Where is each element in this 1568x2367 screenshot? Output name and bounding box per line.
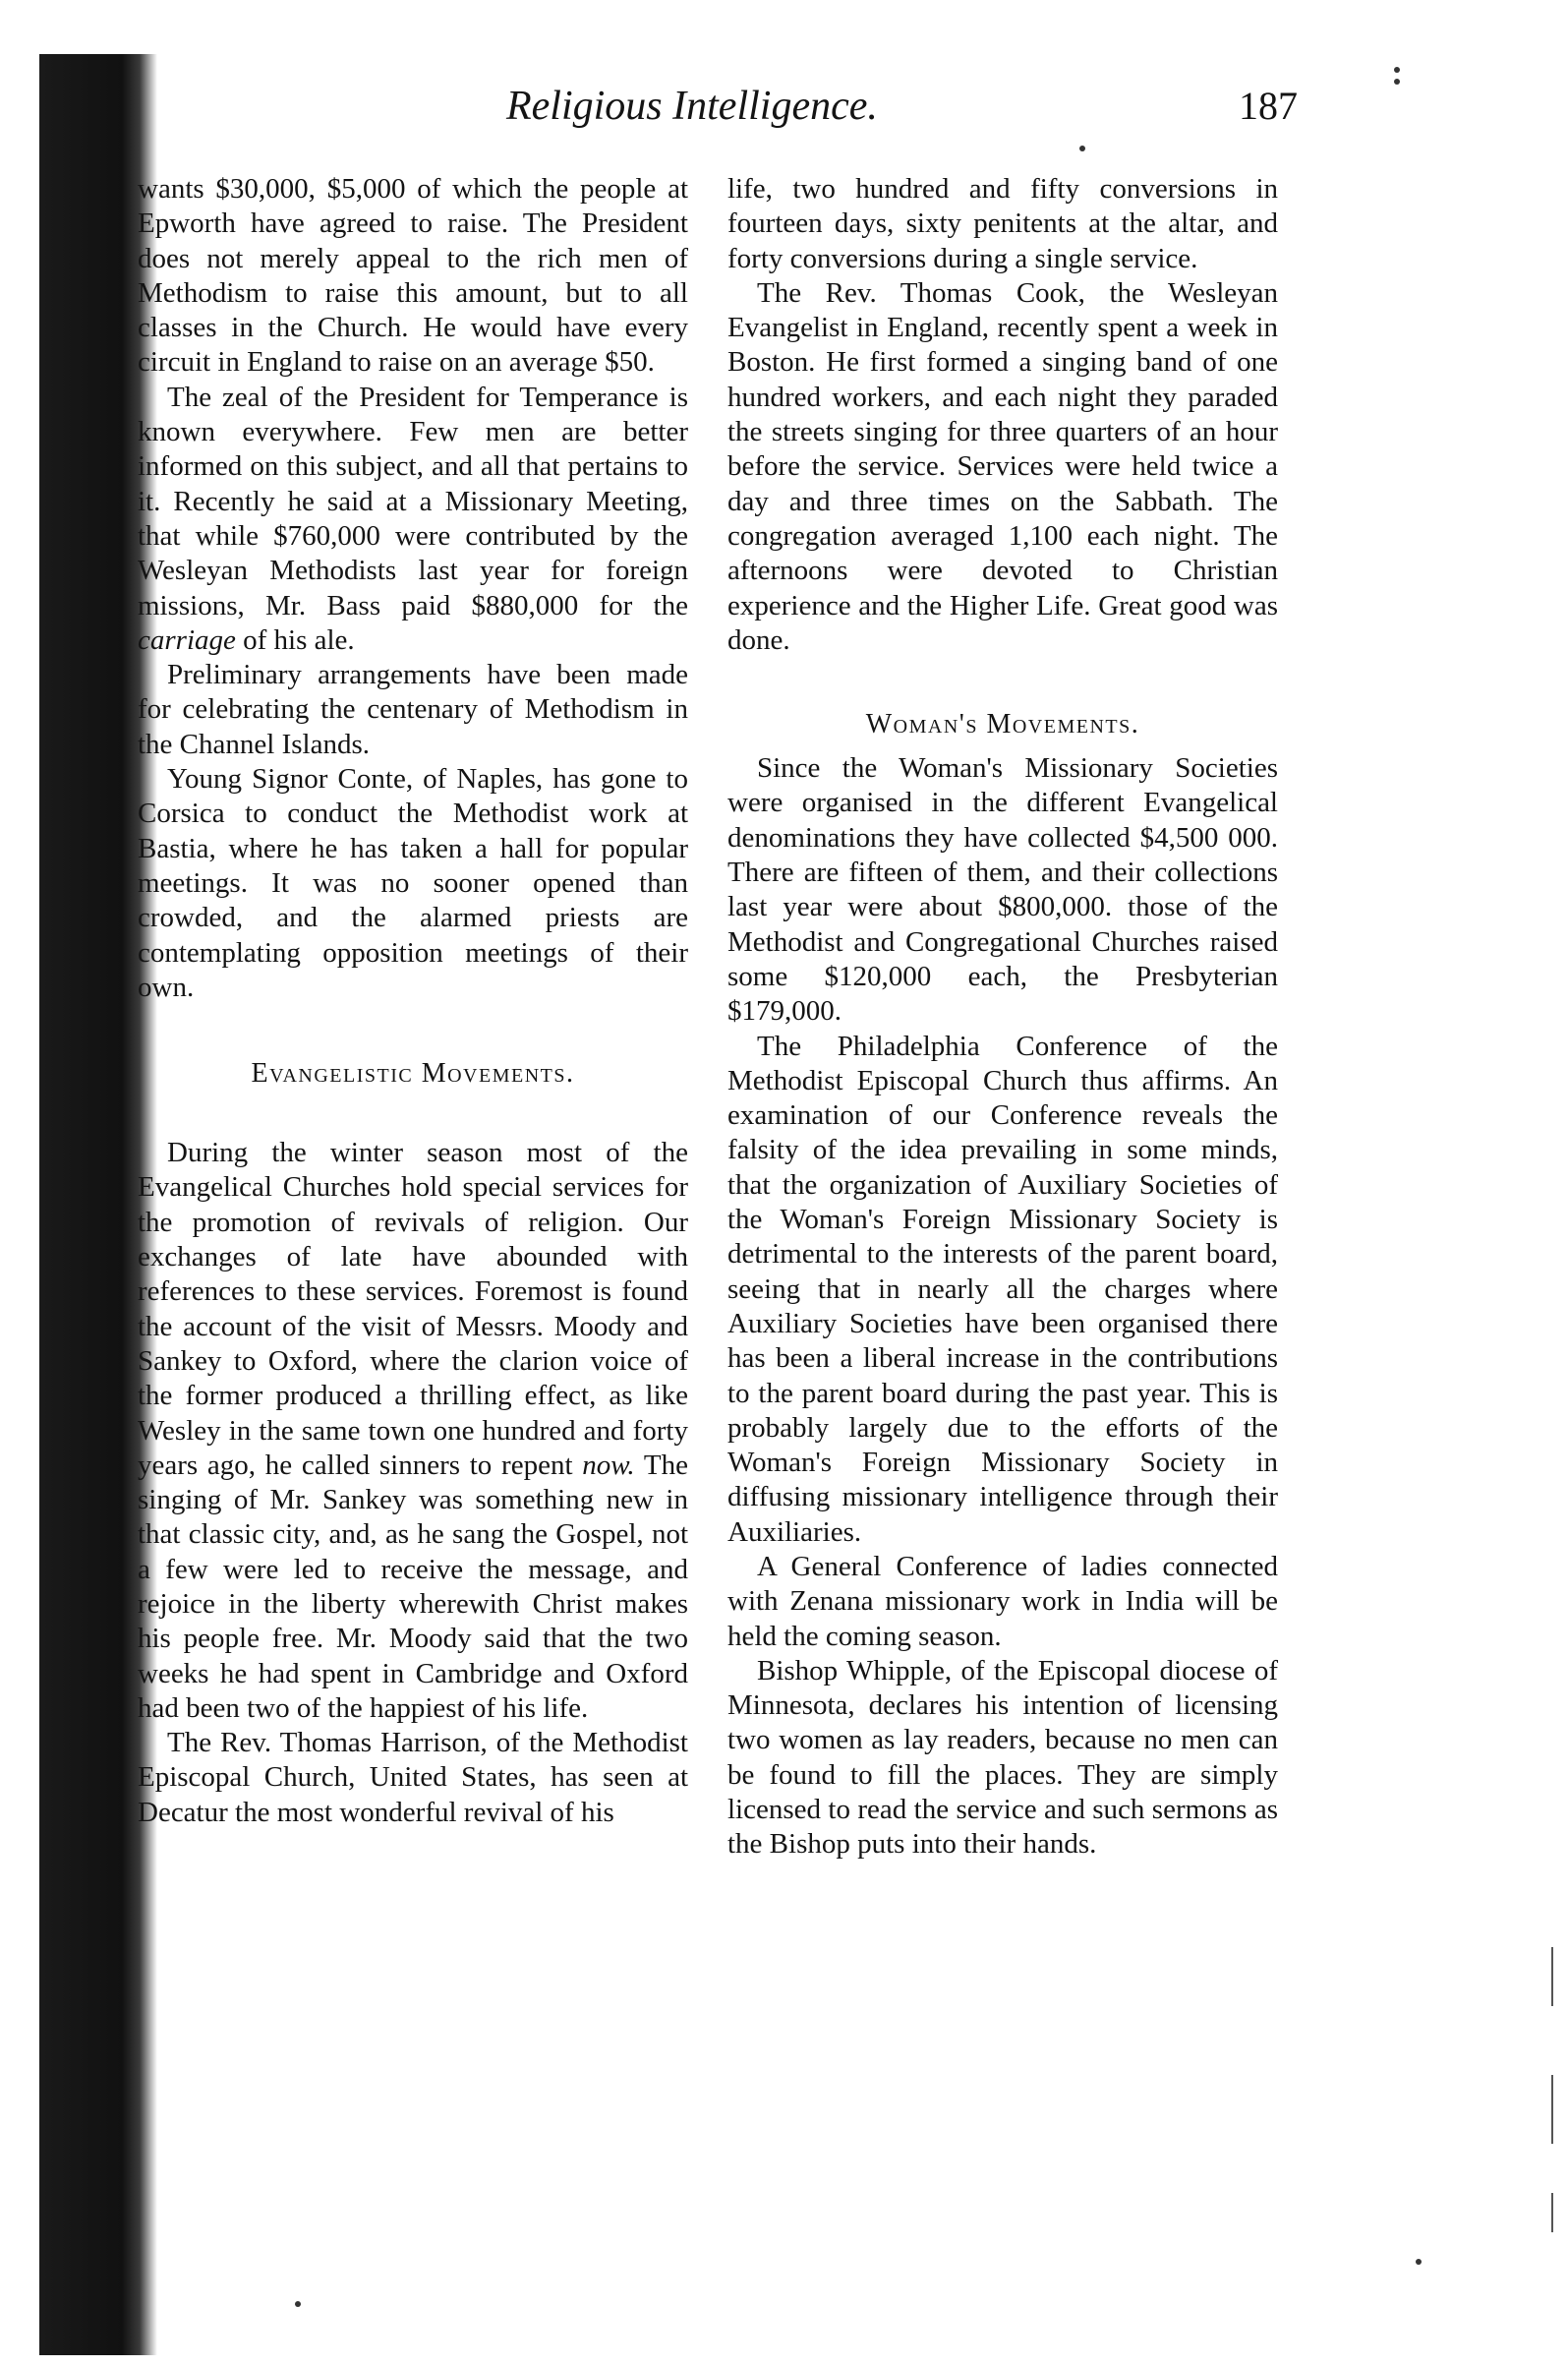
edge-mark — [1551, 2193, 1553, 2232]
paragraph: A General Conference of ladies connected with Zenana missionary work in India will be held the coming season. — [727, 1550, 1278, 1652]
section-heading: Evangelistic Movements. — [251, 1058, 575, 1090]
paragraph: During the winter season most of the Evangelical Churches hold special services for the promotion of revivals of religion. Our exchanges of late have abounded with references to these services. Foremost is found the account of the visit of Messrs. Moody and Sankey to Oxford, where the clarion voice of the former produced a thrilling effect, as like Wesley in the same town one hundred and forty years ago, he called sinners to repent now. The singing of Mr. Sankey was something new in that classic city, and, as he sang the Gospel, not a few were led to receive the message, and rejoice in the liberty wherewith Christ makes his people free. Mr. Moody said that the two weeks he had spent in Cambridge and Oxford had been two of the happiest of his life. — [138, 1137, 688, 1724]
paragraph: Bishop Whipple, of the Episcopal diocese of Minnesota, declares his intention of licensing two women as lay readers, because no men can be found to fill the places. They are simply licensed to read the service and such sermons as the Bishop puts into their hands. — [727, 1654, 1278, 1861]
stray-mark — [1416, 2259, 1422, 2265]
right-column — [727, 172, 1278, 1863]
edge-mark — [1551, 2075, 1553, 2144]
page-header — [295, 77, 1298, 155]
italic-word: now. — [582, 1449, 635, 1481]
stray-mark — [1394, 79, 1400, 85]
paragraph: Young Signor Conte, of Naples, has gone to Corsica to conduct the Methodist work at Bastia, where he has taken a hall for popular meetings. It was no sooner opened than crowded, and the alarmed priests are contemplating opposition meetings of their own. — [138, 763, 688, 1003]
stray-mark — [1079, 146, 1085, 151]
left-column — [138, 172, 688, 1830]
paragraph: Preliminary arrangements have been made for celebrating the centenary of Methodism in the Channel Islands. — [138, 659, 688, 760]
running-title: Religious Intelligence. — [506, 84, 878, 129]
italic-word: carriage — [138, 623, 236, 656]
stray-mark — [1394, 67, 1400, 73]
paragraph: The zeal of the President for Temperance is known everywhere. Few men are better informed on this subject, and all that pertains to it. Recently he said at a Missionary Meeting, that while $760,000 were contributed by the Wesleyan Methodists last year for foreign missions, Mr. Bass paid $880,000 for the carriage of his ale. — [138, 381, 688, 656]
paragraph: The Philadelphia Conference of the Methodist Episcopal Church thus affirms. An examination of our Conference reveals the falsity of the idea prevailing in some minds, that the organization of Auxiliary Societies of the Woman's Foreign Missionary Society is detrimental to the interests of the parent board, seeing that in nearly all the charges where Auxiliary Societies have been organised there has been a liberal increase in the contributions to the parent board during the past year. This is probably largely due to the efforts of the Woman's Foreign Missionary Society in diffusing missionary intelligence through their Auxiliaries. — [727, 1030, 1278, 1548]
paragraph: wants $30,000, $5,000 of which the people at Epworth have agreed to raise. The President does not merely appeal to the rich men of Methodism to raise this amount, but to all classes in the Church. He would have every circuit in England to raise on an average $50. — [138, 173, 688, 379]
paragraph: Since the Woman's Missionary Societies were organised in the different Evangelical denominations they have collected $4,500 000. There are fifteen of them, and their collections last year were about $800,000. those of the Methodist and Congregational Churches raised some $120,000 each, the Presbyterian $179,000. — [727, 752, 1278, 1028]
paragraph: The Rev. Thomas Harrison, of the Methodist Episcopal Church, United States, has seen at Decatur the most wonderful revival of his — [138, 1727, 688, 1828]
paragraph: The Rev. Thomas Cook, the Wesleyan Evangelist in England, recently spent a week in Boston. He first formed a singing band of one hundred workers, and each night they paraded the streets singing for three quarters of an hour before the service. Services were held twice a day and three times on the Sabbath. The congregation averaged 1,100 each night. The afternoons were devoted to Christian experience and the Higher Life. Great good was done. — [727, 276, 1278, 656]
stray-mark — [295, 2301, 301, 2307]
edge-mark — [1551, 1947, 1553, 2006]
page-number: 187 — [1239, 84, 1298, 128]
paragraph: life, two hundred and fifty conversions in fourteen days, sixty penitents at the altar, and forty conversions during a single service. — [727, 173, 1278, 274]
section-heading: Woman's Movements. — [865, 709, 1140, 740]
